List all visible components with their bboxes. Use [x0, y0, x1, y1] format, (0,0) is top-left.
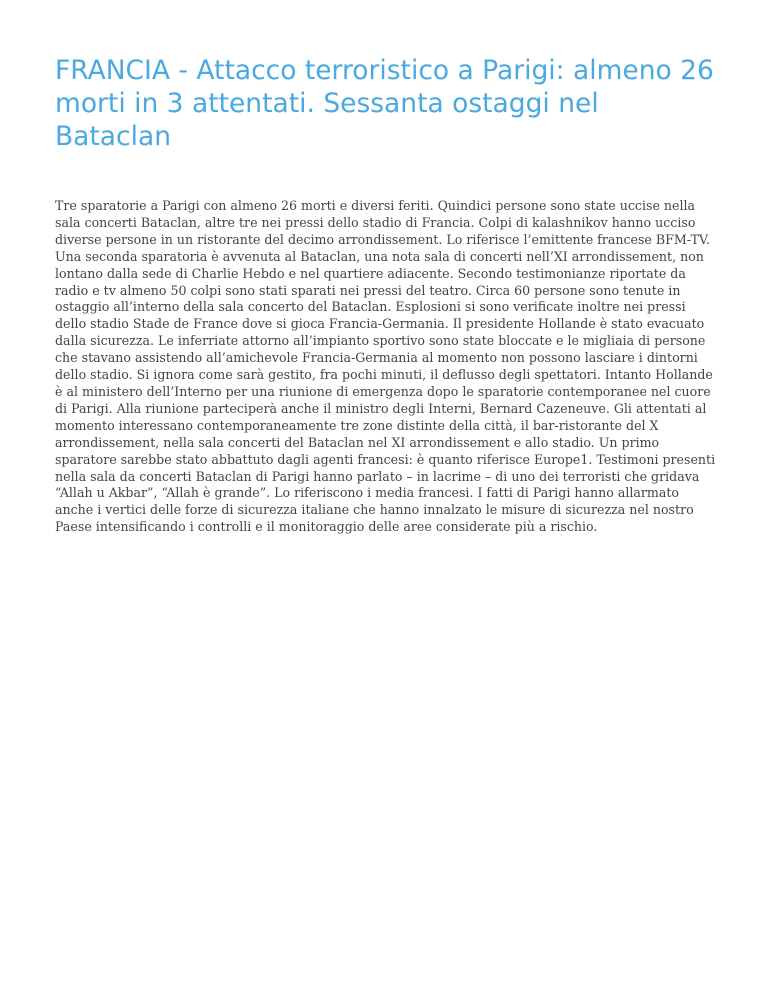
- article-title: FRANCIA - Attacco terroristico a Parigi: almeno 26 morti in 3 attentati. Sessanta ostaggi nel Bataclan: [55, 55, 714, 152]
- article: [55, 54, 717, 536]
- article-body: Tre sparatorie a Parigi con almeno 26 morti e diversi feriti. Quindici persone sono state uccise nella sala concerti Bataclan, altre tre nei pressi dello stadio di Francia. Colpi di kalashnikov hanno ucciso diverse persone in un ristorante del decimo arrondissement. Lo riferisce l’emittente francese BFM-TV. Una seconda sparatoria è avvenuta al Bataclan, una nota sala di concerti nell’XI arrondissement, non lontano dalla sede di Charlie Hebdo e nel quartiere adiacente. Secondo testimonianze riportate da radio e tv almeno 50 colpi sono stati sparati nei pressi del teatro. Circa 60 persone sono tenute in ostaggio all’interno della sala concerto del Bataclan. Esplosioni si sono verificate inoltre nei pressi dello stadio Stade de France dove si gioca Francia-Germania. Il presidente Hollande è stato evacuato dalla sicurezza. Le inferriate attorno all’impianto sportivo sono state bloccate e le migliaia di persone che stavano assistendo all’amichevole Francia-Germania al momento non possono lasciare i dintorni dello stadio. Si ignora come sarà gestito, fra pochi minuti, il deflusso degli spettatori. Intanto Hollande è al ministero dell’Interno per una riunione di emergenza dopo le sparatorie contemporanee nel cuore di Parigi. Alla riunione parteciperà anche il ministro degli Interni, Bernard Cazeneuve. Gli attentati al momento interessano contemporaneamente tre zone distinte della città, il bar-ristorante del X arrondissement, nella sala concerti del Bataclan nel XI arrondissement e allo stadio. Un primo sparatore sarebbe stato abbattuto dagli agenti francesi: è quanto riferisce Europe1. Testimoni presenti nella sala da concerti Bataclan di Parigi hanno parlato – in lacrime – di uno dei terroristi che gridava “Allah u Akbar”, “Allah è grande”. Lo riferiscono i media francesi. I fatti di Parigi hanno allarmato anche i vertici delle forze di sicurezza italiane che hanno innalzato le misure di sicurezza nel nostro Paese intensificando i controlli e il monitoraggio delle aree considerate più a rischio.: [55, 198, 716, 535]
